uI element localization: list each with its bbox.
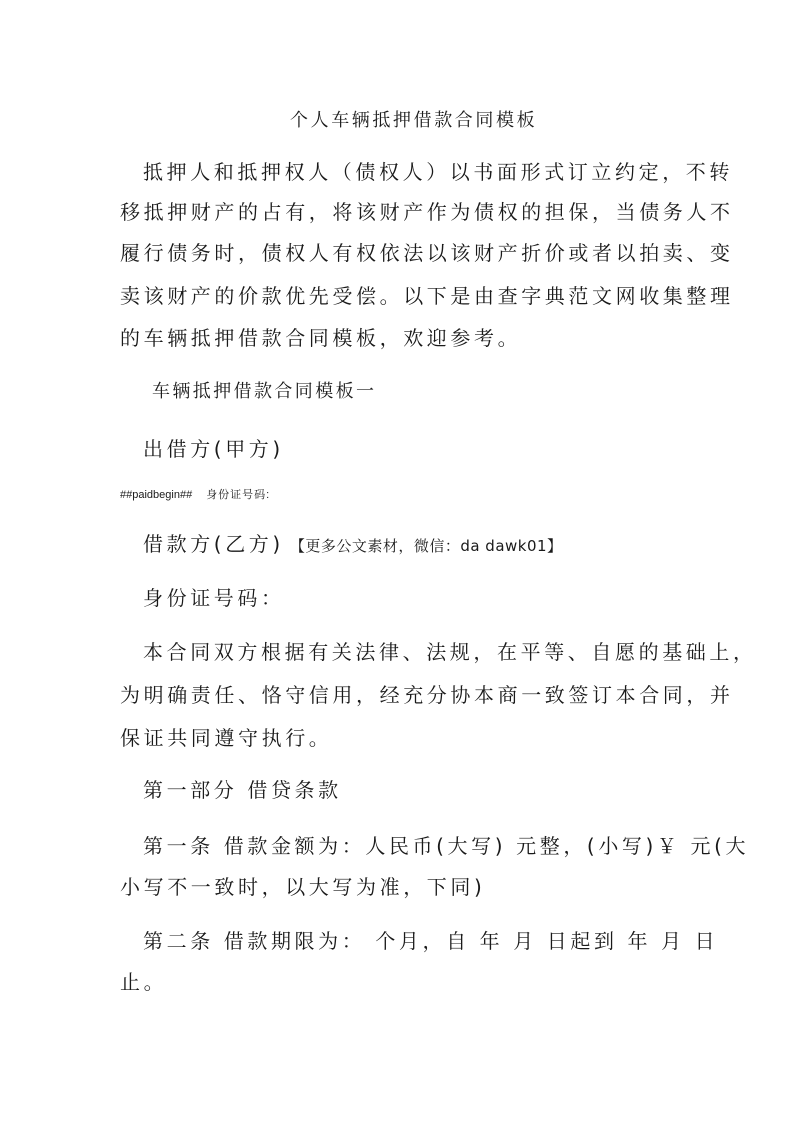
article1-line: 小写不一致时，以大写为准，下同): [120, 875, 486, 899]
borrower-note: 【更多公文素材，微信：da dawk01】: [289, 537, 563, 555]
intro-line: 履行债务时，债权人有权依法以该财产折价或者以拍卖、变: [120, 241, 734, 265]
borrower-id-label: 身份证号码：: [143, 586, 285, 610]
paid-marker-line: [120, 486, 270, 502]
agreement-line: 本合同双方根据有关法律、法规，在平等、自愿的基础上，: [143, 640, 757, 664]
paid-marker: ##paidbegin##: [120, 489, 193, 501]
article1-line: 第一条 借款金额为：人民币(大写) 元整，(小写)￥ 元(大: [143, 834, 750, 858]
intro-line: 移抵押财产的占有，将该财产作为债权的担保，当债务人不: [120, 200, 734, 224]
agreement-line: 为明确责任、恪守信用，经充分协本商一致签订本合同，并: [120, 683, 734, 707]
part1-heading: 第一部分 借贷条款: [143, 778, 342, 802]
article2-line: 止。: [120, 970, 168, 994]
lender-label: 出借方(甲方): [143, 437, 284, 461]
intro-line: 卖该财产的价款优先受偿。以下是由查字典范文网收集整理: [120, 284, 734, 308]
document-title: 个人车辆抵押借款合同模板: [290, 110, 538, 131]
agreement-line: 保证共同遵守执行。: [120, 726, 333, 750]
borrower-line: [143, 532, 563, 558]
borrower-label: 借款方(乙方): [143, 532, 284, 556]
article2-line: 第二条 借款期限为： 个月，自 年 月 日起到 年 月 日: [143, 929, 719, 953]
section-subtitle: 车辆抵押借款合同模板一: [152, 381, 377, 402]
intro-line: 抵押人和抵押权人（债权人）以书面形式订立约定，不转: [143, 160, 733, 184]
lender-id-label: 身份证号码:: [206, 489, 271, 501]
intro-line: 的车辆抵押借款合同模板，欢迎参考。: [120, 326, 522, 350]
